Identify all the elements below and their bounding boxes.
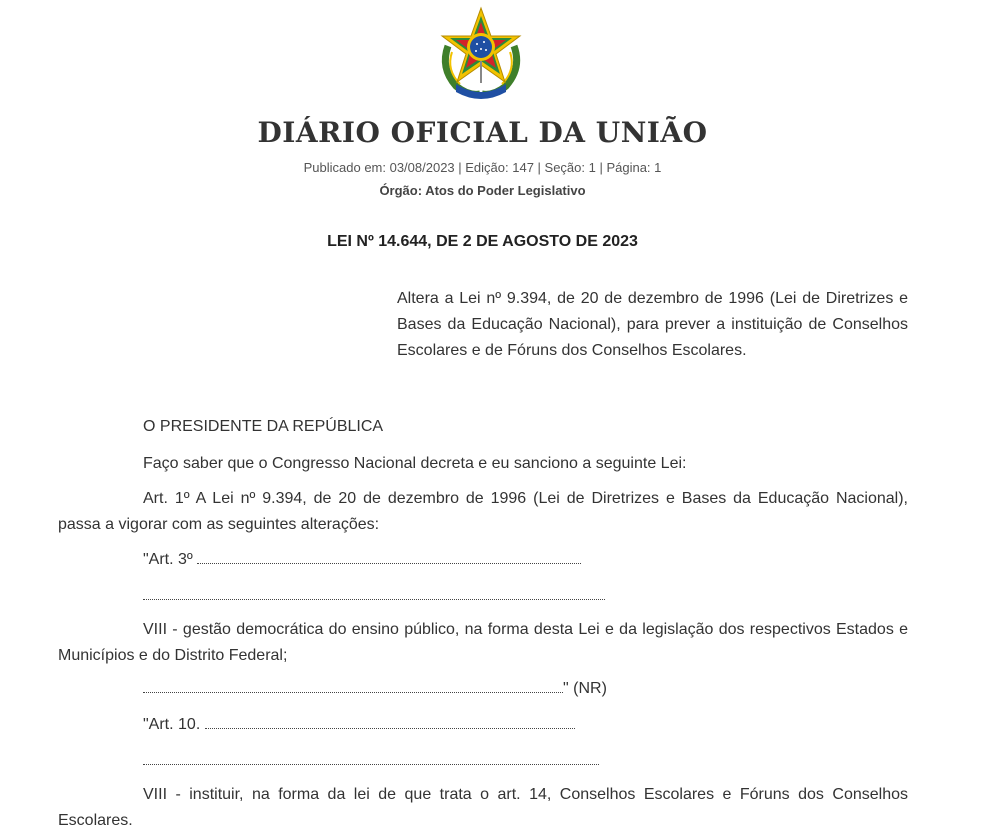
art3-label: "Art. 3º — [143, 551, 193, 568]
brazil-coat-of-arms-icon — [434, 6, 528, 102]
dotted-leader — [197, 551, 581, 564]
dotted-leader — [143, 752, 599, 765]
dotted-leader — [143, 587, 605, 600]
article-1: Art. 1º A Lei nº 9.394, de 20 de dezembro de 1996 (Lei de Diretrizes e Bases da Educação Nacional), passa a vigorar com as seguintes alterações: — [58, 490, 908, 533]
orgao-label: Órgão: — [379, 183, 426, 198]
president-line: O PRESIDENTE DA REPÚBLICA — [143, 418, 384, 435]
art10-item-viii: VIII - instituir, na forma da lei de que trata o art. 14, Conselhos Escolares e Fóruns dos Conselhos Escolares. — [58, 786, 908, 829]
nr-line — [143, 676, 607, 702]
art10-label: "Art. 10. — [143, 716, 201, 733]
orgao-value: Atos do Poder Legislativo — [425, 183, 586, 198]
enactment-clause: Faço saber que o Congresso Nacional decreta e eu sanciono a seguinte Lei: — [143, 455, 687, 472]
law-title: LEI Nº 14.644, DE 2 DE AGOSTO DE 2023 — [327, 233, 638, 250]
omitted-line — [143, 583, 605, 609]
dotted-leader — [205, 716, 575, 729]
omitted-line — [143, 748, 599, 774]
publication-info: Publicado em: 03/08/2023 | Edição: 147 | Seção: 1 | Página: 1 — [303, 160, 662, 175]
orgao-line — [0, 183, 965, 198]
newspaper-title: DIÁRIO OFICIAL DA UNIÃO — [257, 116, 708, 149]
art3-item-viii: VIII - gestão democrática do ensino público, na forma desta Lei e da legislação dos respectivos Estados e Municípios e do Distrito Federal; — [58, 621, 908, 664]
nr-label: " (NR) — [563, 680, 607, 697]
art10-line — [143, 712, 575, 738]
law-ementa: Altera a Lei nº 9.394, de 20 de dezembro de 1996 (Lei de Diretrizes e Bases da Educação Nacional), para prever a instituição de Conselhos Escolares e de Fóruns dos Conselhos Escolares. — [397, 290, 908, 359]
dotted-leader — [143, 680, 563, 693]
art3-line — [143, 547, 581, 573]
